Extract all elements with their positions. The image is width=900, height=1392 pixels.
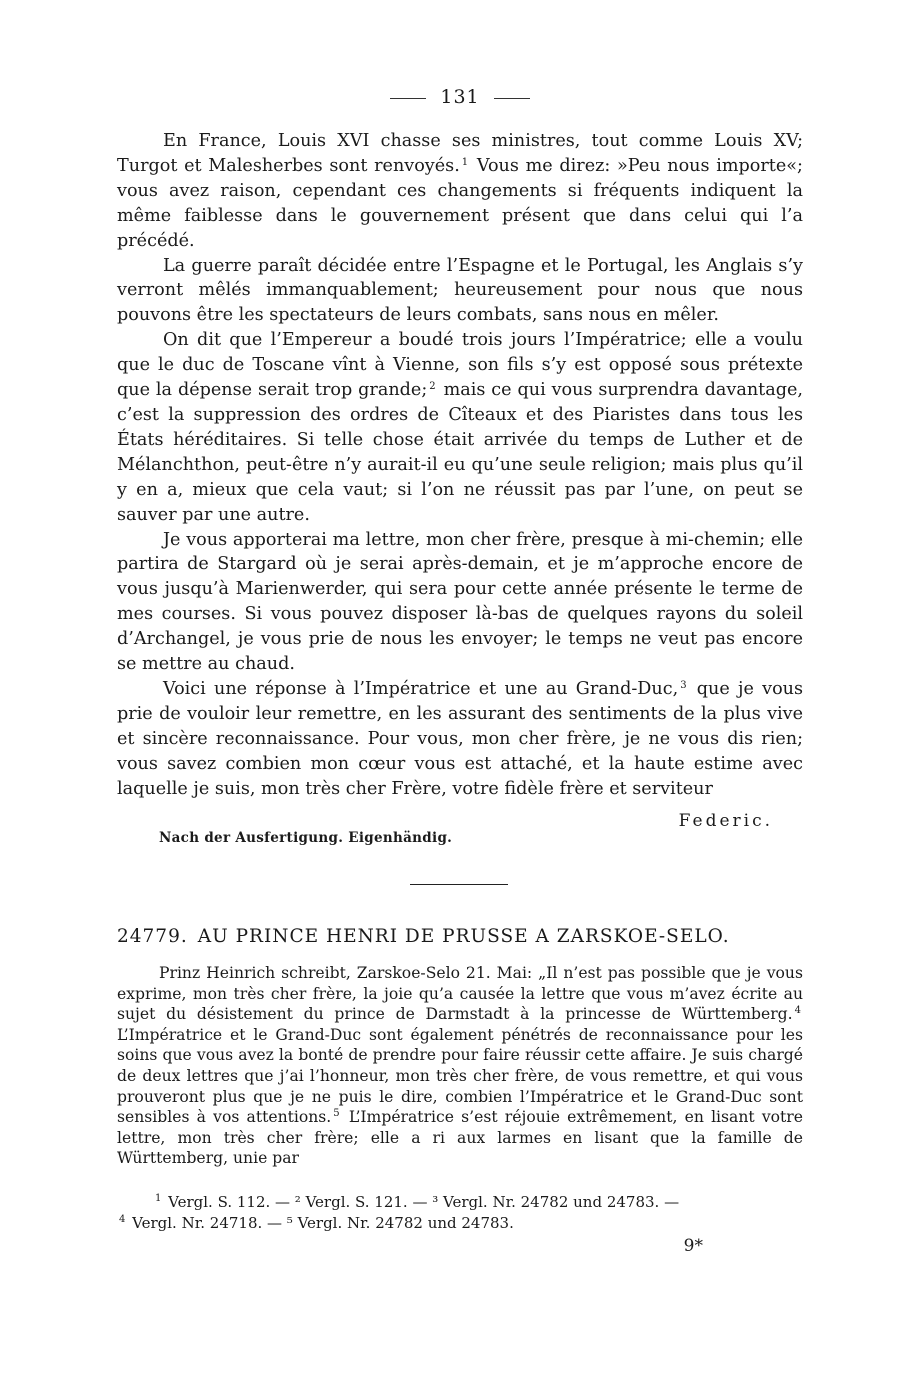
signature: Federic.: [678, 811, 773, 832]
paragraph: Je vous apporterai ma lettre, mon cher frère, presque à mi-chemin; elle partira de Stargard où je serai après-demain, et je m’approche encore de vous jusqu’à Marienwerder, qui sera pour cette année présente le terme de mes courses. Si vous pouvez disposer là-bas de quelques rayons du soleil d’Archangel, je vous prie de nous les envoyer; le temps ne veut pas encore se mettre au chaud.: [117, 529, 803, 675]
next-letter-text: [117, 963, 803, 1169]
footnote-ref: 3: [680, 679, 687, 691]
header-rule-right: [494, 98, 530, 99]
footnote-line: $^1$ Vergl. S. 112. — ² Vergl. S. 121. — ³ Vergl. Nr. 24782 und 24783. —: [155, 1193, 680, 1211]
paragraph: On dit que l’Empereur a boudé trois jours l’Impératrice; elle a voulu que le duc de Toscane vînt à Vienne, son fils s’y est opposé sous prétexte que la dépense serait trop grande; $^2$ mais ce qui vous surprendra davantage, c’est la suppression des ordres de Cîteaux et des Piaristes dans tous les États héréditaires. Si telle chose était arrivée du temps de Luther et de Mélanchthon, peut-être n’y aurait-il eu qu’une seule religion; mais plus qu’il y en a, mieux que cela vaut; si l’on ne réussit pas par l’une, on peut se sauver par une autre.: [117, 330, 804, 525]
letter-title: AU PRINCE HENRI DE PRUSSE A ZARSKOE-SELO.: [197, 926, 730, 947]
footnote-ref: 5: [333, 1108, 340, 1120]
paragraph: Prinz Heinrich schreibt, Zarskoe-Selo 21. Mai: „Il n’est pas possible que je vous exprime, mon très cher frère, la joie qu’a causée la lettre que vous m’avez écrite au sujet du désistement du prince de Darmstadt à la princesse de Württemberg. $^4$ L’Impératrice et le Grand-Duc sont également pénétrés de reconnaissance pour les soins que vous avez la bonté de prendre pour faire réussir cette affaire. Je suis chargé de deux lettres que j’ai l’honneur, mon très cher frère, de vous remettre, et qui vous prouveront plus que je ne puis le dire, combien l’Impératrice et le Grand-Duc sont sensibles à vos attentions. $^5$ L’Impératrice s’est réjouie extrêmement, en lisant votre lettre, mon très cher frère; elle a ri aux larmes en lisant que la famille de Württemberg, unie par: [117, 964, 803, 1168]
page-number: 131: [440, 86, 480, 108]
paragraph: En France, Louis XVI chasse ses ministres, tout comme Louis XV; Turgot et Malesherbes sont renvoyés. $^1$ Vous me direz: »Peu nous importe«; vous avez raison, cependant ces changements si fréquents indiquent la même faiblesse dans le gouvernement présent que dans celui qui l’a précédé.: [117, 131, 803, 251]
section-separator: [410, 884, 508, 885]
footnote-ref: 4: [794, 1005, 801, 1017]
footnote-line: $^4$ Vergl. Nr. 24718. — ⁵ Vergl. Nr. 24782 und 24783.: [119, 1214, 514, 1232]
page-header: [117, 86, 803, 108]
letter-body: [117, 129, 803, 851]
letter-heading: [117, 926, 803, 947]
paragraph: Voici une réponse à l’Impératrice et une au Grand-Duc, $^3$ que je vous prie de vouloir leur remettre, en les assurant des sentiments de la plus vive et sincère reconnaissance. Pour vous, mon cher frère, je ne vous dis rien; vous savez combien mon cœur vous est attaché, et la haute estime avec laquelle je suis, mon très cher Frère, votre fidèle frère et serviteur: [117, 678, 804, 799]
source-note: Nach der Ausfertigung. Eigenhändig.: [159, 830, 453, 847]
document-page: [117, 0, 803, 1392]
footnote-ref: 1: [461, 156, 469, 168]
paragraph: La guerre paraît décidée entre l’Espagne et le Portugal, les Anglais s’y verront mêlés immanquablement; heureusement pour nous que nous pouvons être les spectateurs de leurs combats, sans nous en mêler.: [117, 255, 803, 326]
signature-mark: 9*: [683, 1236, 703, 1256]
signature-row: [117, 801, 803, 832]
header-rule-left: [390, 98, 426, 99]
footnotes: [117, 1192, 803, 1234]
footnote-ref: 2: [429, 381, 436, 393]
letter-number: 24779.: [117, 926, 188, 947]
